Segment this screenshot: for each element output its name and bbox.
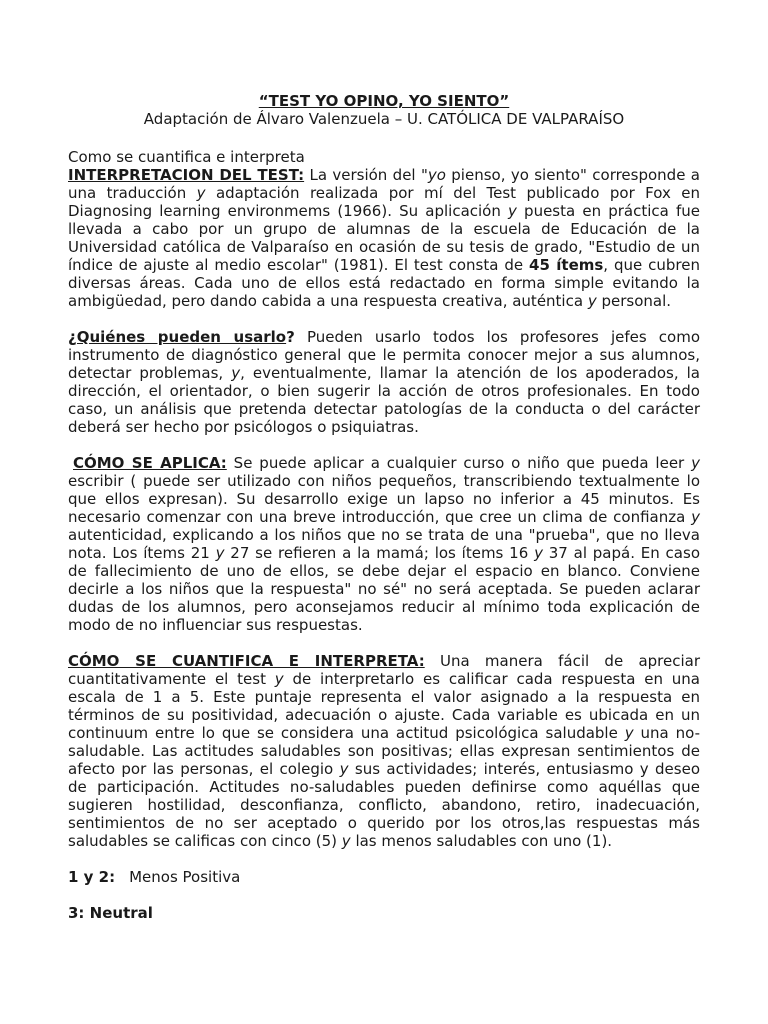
interpretacion-text-4: puesta en práctica fue llevada a cabo por un grupo de alumnas de la escuela de Educación de la Universidad católica de Valparaíso en ocasión de su tesis de grado, "Estudio de un índice de ajuste al medio escolar" (1981). El test consta de — [68, 202, 700, 274]
document-title: “TEST YO OPINO, YO SIENTO” — [258, 92, 510, 110]
intro-line: Como se cuantifica e interpreta — [68, 148, 305, 166]
scale-item — [68, 904, 700, 922]
aplica-text-1: Se puede aplicar a cualquier curso o niño que pueda leer — [226, 454, 692, 472]
interpretacion-italic-1: yo — [427, 166, 446, 184]
interpretacion-text-6: personal. — [596, 292, 672, 310]
interpretacion-heading: INTERPRETACION DEL TEST: — [68, 166, 305, 184]
quienes-heading-mark: ? — [286, 328, 295, 346]
interpretacion-text-1: La versión del " — [304, 166, 428, 184]
cuantifica-text-1: Una manera fácil de apreciar cuantitativamente el test — [68, 652, 700, 688]
cuantifica-italic-3: y — [339, 760, 349, 778]
aplica-italic-1: y — [691, 454, 700, 472]
interpretacion-italic-5: y — [587, 292, 597, 310]
cuantifica-text-3: una no-saludable. Las actitudes saludables son positivas; ellas expresan sentimientos de afecto por las personas, el colegio — [68, 724, 700, 778]
quienes-italic-1: y — [231, 364, 241, 382]
scale-key: 1 y 2: — [68, 868, 116, 886]
aplica-italic-3: y — [215, 544, 225, 562]
aplica-text-4: 27 se refieren a la mamá; los ítems 16 — [224, 544, 535, 562]
cuantifica-paragraph — [68, 652, 700, 850]
quienes-text-1: Pueden usarlo todos los profesores jefes como instrumento de diagnóstico general que le permita conocer mejor a sus alumnos, detectar problemas, — [68, 328, 700, 382]
cuantifica-italic-2: y — [624, 724, 634, 742]
quienes-paragraph — [68, 328, 700, 436]
document-page — [68, 92, 700, 940]
interpretacion-bold-items: 45 ítems — [529, 256, 604, 274]
cuantifica-heading: CÓMO SE CUANTIFICA E INTERPRETA: — [68, 652, 425, 670]
quienes-heading: ¿Quiénes pueden usarlo — [68, 328, 287, 346]
scale-item — [68, 868, 700, 886]
cuantifica-italic-4: y — [341, 832, 351, 850]
cuantifica-text-5: las menos saludables con uno (1). — [350, 832, 613, 850]
document-subtitle: Adaptación de Álvaro Valenzuela – U. CATÓLICA DE VALPARAÍSO — [143, 110, 625, 128]
interpretacion-italic-2: y — [196, 184, 206, 202]
interpretacion-italic-3: y — [508, 202, 517, 220]
cuantifica-text-4: sus actividades; interés, entusiasmo y deseo de participación. Actitudes no-saludables pueden definirse como aquéllas que sugieren hostilidad, desconfianza, conflicto, abandono, retiro, inadecuación, sentimientos de no ser aceptado o querido por los otros,las respuestas más saludables se calificas con cinco (5) — [68, 760, 700, 850]
aplica-text-2: escribir ( puede ser utilizado con niños pequeños, transcribiendo textualmente lo que ellos expresan). Su desarrollo exige un lapso no inferior a 45 minutos. Es necesario comenzar con una breve introducción, que cree un clima de confianza — [68, 472, 700, 526]
interpretacion-text-3: adaptación realizada por mí del Test publicado por Fox en Diagnosing learning environmems (1966). Su aplicación — [68, 184, 700, 220]
aplica-text-5: 37 al papá. En caso de fallecimiento de uno de ellos, se debe dejar el espacio en blanco. Conviene decirle a los niños que la respuesta" no sé" no será aceptada. Se pueden aclarar dudas de los alumnos, pero aconsejamos reducir al mínimo toda explicación de modo de no influenciar sus respuestas. — [68, 544, 700, 634]
aplica-paragraph — [68, 454, 700, 634]
aplica-heading: CÓMO SE APLICA: — [73, 454, 227, 472]
scale-label: Menos Positiva — [129, 868, 241, 886]
aplica-italic-4: y — [534, 544, 543, 562]
aplica-text-3: autenticidad, explicando a los niños que no se trata de una "prueba", que no lleva nota. Los ítems 21 — [68, 526, 700, 562]
quienes-text-2: , eventualmente, llamar la atención de los apoderados, la dirección, el orientador, o bien sugerir la acción de otros profesionales. En todo caso, un análisis que pretenda detectar patologías de la conducta o del carácter deberá ser hecho por psicólogos o psiquiatras. — [68, 364, 700, 436]
cuantifica-italic-1: y — [274, 670, 284, 688]
cuantifica-text-2: de interpretarlo es calificar cada respuesta en una escala de 1 a 5. Este puntaje representa el valor asignado a la respuesta en términos de su positividad, adecuación o ajuste. Cada variable es ubicada en un continuum entre lo que se considera una actitud psicológica saludable — [68, 670, 700, 742]
interpretacion-text-5: , que cubren diversas áreas. Cada uno de ellos está redactado en forma simple evitando la ambigüedad, pero dando cabida a una respuesta creativa, auténtica — [68, 256, 700, 310]
aplica-italic-2: y — [691, 508, 700, 526]
interpretacion-text-2: pienso, yo siento" corresponde a una traducción — [68, 166, 700, 202]
interpretacion-paragraph — [68, 166, 700, 310]
scale-key: 3: Neutral — [68, 904, 153, 922]
